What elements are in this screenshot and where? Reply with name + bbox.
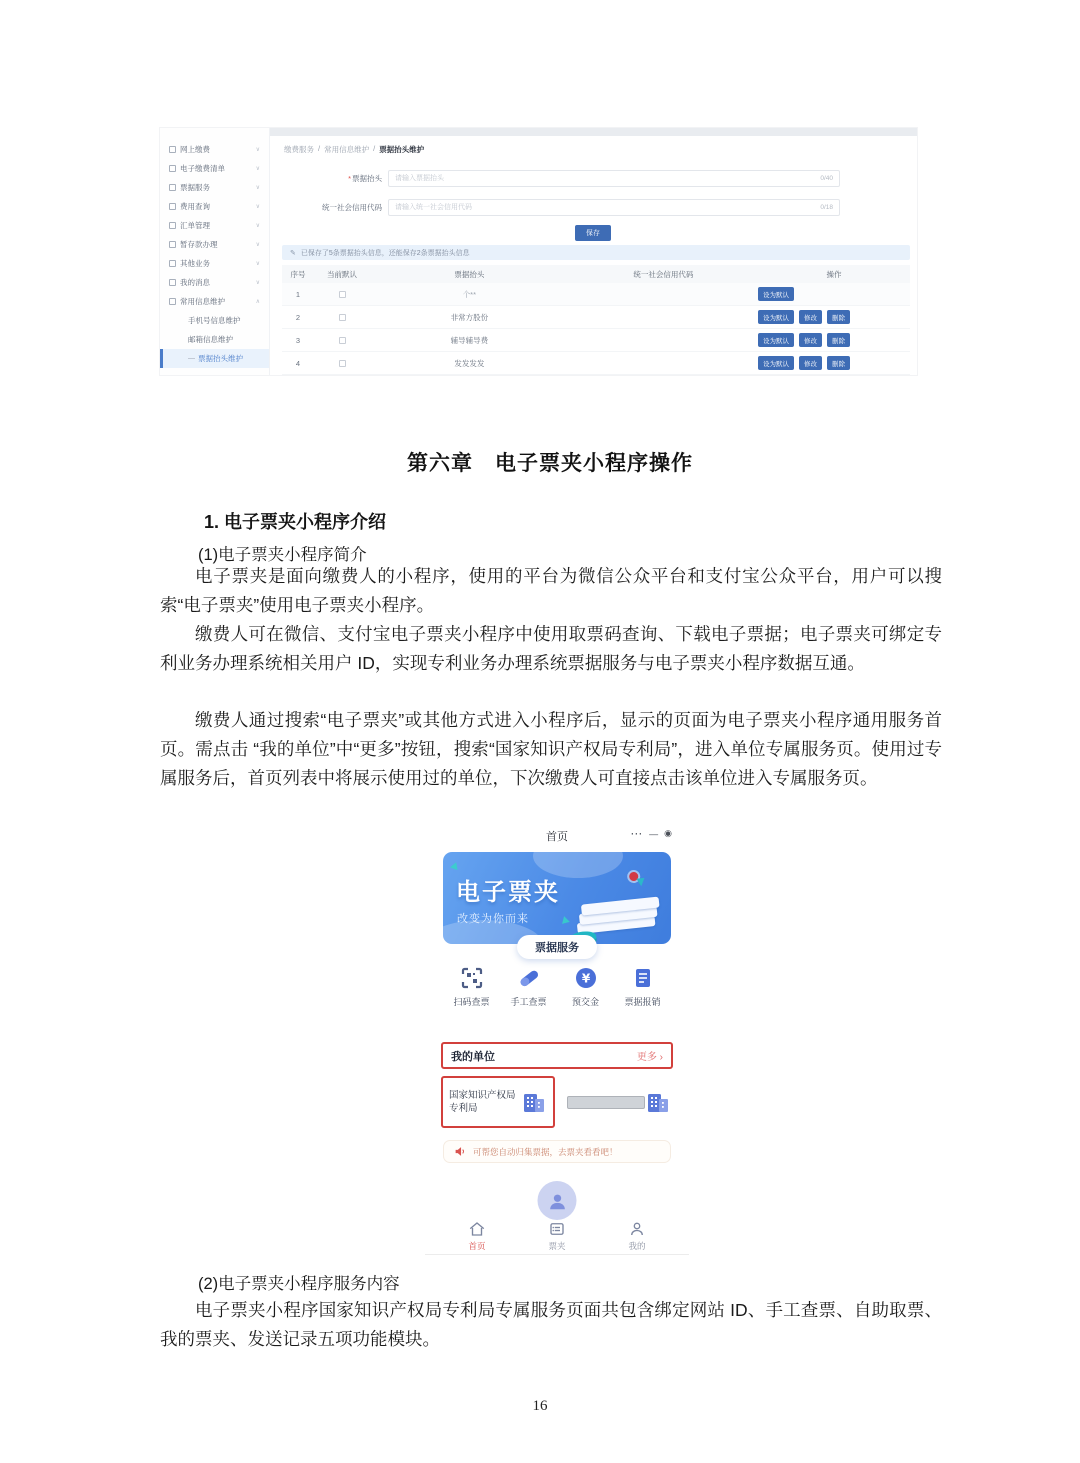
tab-profile[interactable] [627,1220,647,1252]
row-no: 2 [295,312,301,322]
paragraph: 缴费人通过搜索“电子票夹”或其他方式进入小程序后，显示的页面为电子票夹小程序通用服务首页。需点击 “我的单位”中“更多”按钮，搜索“国家知识产权局专利局”，进入单位专属服务页。使用过专属服务后，首页列表中将展示使用过的单位，下次缴费人可直接点击该单位进入专属服务页。 [160,710,942,788]
sidebar-item-label: 电子缴费清单 [180,164,225,173]
menu-icon [169,222,176,229]
sidebar-item-my-messages[interactable] [160,273,269,292]
more-menu-icon[interactable]: ··· [631,828,644,839]
chevron-down-icon: ∨ [255,280,260,286]
default-checkbox[interactable] [339,314,346,321]
sidebar-item-label: 暂存款办理 [180,240,218,249]
delete-button[interactable]: 删除 [827,310,850,324]
tab-wallet[interactable] [547,1220,567,1252]
paragraph: 电子票夹小程序国家知识产权局专利局专属服务页面共包含绑定网站 ID、手工查票、自助取票、我的票夹、发送记录五项功能模块。 [160,1300,942,1349]
required-mark: * [348,173,351,183]
tree-dash: — [188,355,195,362]
subitem-label: 票据抬头维护 [198,354,243,363]
credit-code-input[interactable] [388,199,840,216]
service-label: 票据报销 [624,997,661,1007]
sidebar-item-label: 费用查询 [180,202,210,211]
sidebar-item-label: 票据服务 [180,183,210,192]
sidebar-subitem-phone-info[interactable] [160,311,269,330]
row-no: 4 [295,358,301,368]
admin-main [270,128,917,375]
col-header-code: 统一社会信用代码 [633,269,694,279]
sidebar-item-epayment-list[interactable] [160,159,269,178]
minimize-icon[interactable]: — [649,828,659,839]
char-counter: 0/18 [820,203,833,211]
person-outline-icon [627,1220,647,1238]
bill-header-label: *票据抬头 [348,173,382,183]
edit-button[interactable]: 修改 [799,356,822,370]
home-icon [467,1220,487,1238]
row-no: 3 [295,335,301,345]
sidebar-item-label: 其他业务 [180,259,210,268]
mini-program-navbar [437,824,677,848]
close-circle-icon[interactable]: ◉ [664,828,672,838]
bill-header-input[interactable] [388,170,840,187]
bill-header-field-row [270,169,840,187]
set-default-button[interactable]: 设为默认 [758,333,794,347]
admin-screenshot [160,128,917,375]
service-label: 扫码查票 [453,997,490,1007]
col-header-no: 序号 [290,269,306,279]
unit-card-row [441,1076,673,1128]
chevron-down-icon: ∨ [255,147,260,153]
sidebar-item-label: 汇单管理 [180,221,210,230]
chevron-down-icon: ∨ [255,166,260,172]
chevron-down-icon: ∨ [255,204,260,210]
chevron-down-icon: ∨ [255,261,260,267]
notice-text: 已保存了5条票据抬头信息，还能保存2条票据抬头信息 [300,249,470,257]
placeholder-text: 请输入票据抬头 [395,175,444,182]
subsection-heading: (1)电子票夹小程序简介 [198,546,367,564]
tab-label: 首页 [468,1241,486,1251]
selected-indicator [160,349,163,368]
my-unit-section-highlighted [441,1042,673,1069]
tab-bar [437,1220,677,1252]
admin-top-band [270,128,917,136]
sidebar-item-other-business[interactable] [160,254,269,273]
menu-icon [169,203,176,210]
breadcrumb-item[interactable]: 缴费服务 [284,145,314,154]
table-row [282,352,910,375]
banner-subtitle: 改变为你而来 [457,913,529,925]
speaker-icon [454,1145,467,1158]
avatar [538,1181,577,1220]
app-banner [443,852,671,944]
page-number: 16 [532,1398,548,1414]
notice-text: 可帮您自动归集票据，去票夹看看吧！ [473,1146,618,1157]
col-header-title: 票据抬头 [454,269,485,279]
table-row [282,283,910,306]
service-label: 预交金 [571,997,599,1007]
set-default-button[interactable]: 设为默认 [758,287,794,301]
row-title: 非常方股份 [450,312,489,322]
bill-header-table [282,265,910,375]
tab-label: 我的 [628,1241,646,1251]
nav-title: 首页 [546,831,568,843]
unit-name: 国家知识产权局专利局 [449,1090,516,1114]
edit-button[interactable]: 修改 [799,333,822,347]
default-checkbox[interactable] [339,360,346,367]
auto-collect-notice[interactable] [443,1140,671,1163]
chevron-up-icon: ∧ [255,299,260,305]
unit-card-other[interactable] [565,1076,673,1128]
service-prepayment[interactable] [557,966,614,1008]
ticket-folder-icon [547,1220,567,1238]
yuan-icon [574,966,598,990]
subitem-label: 手机号信息维护 [188,316,241,325]
sidebar-item-online-payment[interactable] [160,140,269,159]
char-counter: 0/40 [820,174,833,182]
sidebar-item-remittance-mgmt[interactable] [160,216,269,235]
service-manual-check[interactable] [500,966,557,1008]
breadcrumb [284,144,424,155]
row-title: 个** [462,289,477,299]
col-header-default: 当前默认 [327,269,357,279]
service-label: 手工查票 [510,997,547,1007]
credit-code-label: 统一社会信用代码 [322,202,382,212]
person-icon [546,1190,568,1212]
unit-card-cnipa-highlighted[interactable] [441,1076,555,1128]
sidebar-item-label: 常用信息维护 [180,297,225,306]
ticket-stack-illustration [573,874,660,934]
svg-text:¥: ¥ [581,971,590,986]
table-row [282,329,910,352]
breadcrumb-current: 票据抬头维护 [379,145,425,154]
sidebar-item-deposit[interactable] [160,235,269,254]
divider [425,1254,689,1255]
chevron-down-icon: ∨ [255,242,260,248]
chapter-title: 第六章 电子票夹小程序操作 [407,452,693,475]
paragraph: 缴费人可在微信、支付宝电子票夹小程序中使用取票码查询、下载电子票据；电子票夹可绑定专利业务办理系统相关用户 ID，实现专利业务办理系统票据服务与电子票夹小程序数据互通。 [160,624,942,673]
placeholder-text: 请输入统一社会信用代码 [395,204,472,211]
set-default-button[interactable]: 设为默认 [758,310,794,324]
service-scan-ticket[interactable] [443,966,500,1008]
col-header-actions: 操作 [826,269,842,279]
sidebar-subitem-email-info[interactable] [160,330,269,349]
sidebar-item-fee-query[interactable] [160,197,269,216]
save-button[interactable]: 保存 [575,225,611,241]
phone-screenshot [437,824,677,1256]
table-row [282,306,910,329]
notice-bar [282,245,910,260]
invoice-icon [631,966,655,990]
ribbon-icon [636,878,645,887]
my-unit-label: 我的单位 [451,1050,495,1063]
paragraph: 电子票夹是面向缴费人的小程序，使用的平台为微信公众平台和支付宝公众平台，用户可以搜索“电子票夹”使用电子票夹小程序。 [160,566,942,615]
sidebar-item-common-info[interactable] [160,292,269,311]
section-heading: 1. 电子票夹小程序介绍 [204,512,387,532]
building-icon [645,1089,671,1115]
menu-icon [169,241,176,248]
subsection-heading: (2)电子票夹小程序服务内容 [198,1275,400,1293]
menu-icon [169,184,176,191]
subitem-label: 邮箱信息维护 [188,335,233,344]
delete-button[interactable]: 删除 [827,356,850,370]
breadcrumb-separator: / [373,144,376,153]
pencil-icon: ✎ [290,249,296,257]
default-checkbox[interactable] [339,291,346,298]
row-title: 辅导辅导费 [450,335,489,345]
service-reimbursement[interactable] [614,966,671,1008]
menu-icon [169,298,176,305]
building-icon [521,1089,547,1115]
row-title: 发发发发 [454,358,485,368]
bill-service-pill: 票据服务 [517,935,597,959]
qr-scan-icon [460,966,484,990]
menu-icon [169,165,176,172]
sidebar-item-label: 我的消息 [180,278,210,287]
menu-icon [169,260,176,267]
breadcrumb-separator: / [318,144,321,153]
admin-sidebar [160,128,270,375]
banner-title: 电子票夹 [456,879,560,906]
tab-label: 票夹 [548,1241,566,1251]
more-link[interactable]: 更多 › [636,1052,663,1063]
sidebar-item-label: 网上缴费 [180,145,210,154]
delete-button[interactable]: 删除 [827,333,850,347]
table-header-row [282,265,910,283]
breadcrumb-item[interactable]: 常用信息维护 [324,145,370,154]
pen-icon [517,966,541,990]
tab-home[interactable] [467,1220,487,1252]
redacted-unit-name [567,1096,645,1109]
menu-icon [169,146,176,153]
set-default-button[interactable]: 设为默认 [758,356,794,370]
chevron-down-icon: ∨ [255,223,260,229]
sidebar-subitem-bill-header[interactable] [160,349,269,368]
sidebar-item-bill-service[interactable] [160,178,269,197]
default-checkbox[interactable] [339,337,346,344]
edit-button[interactable]: 修改 [799,310,822,324]
wechat-capsule [631,828,672,839]
credit-code-field-row [270,198,840,216]
chevron-down-icon: ∨ [255,185,260,191]
service-grid [443,966,671,1008]
menu-icon [169,279,176,286]
row-no: 1 [295,289,301,299]
